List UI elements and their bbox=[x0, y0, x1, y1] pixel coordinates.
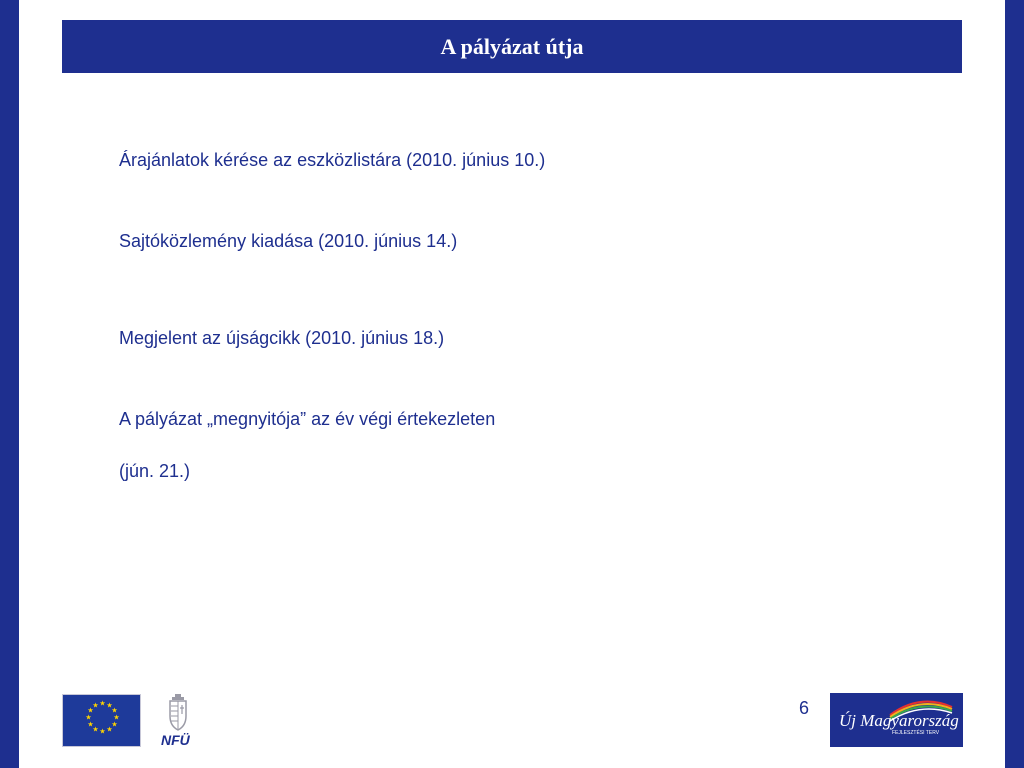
bullet-text-1: Árajánlatok kérése az eszközlistára (2010. június 10.) bbox=[119, 150, 546, 170]
svg-text:★: ★ bbox=[106, 725, 113, 734]
svg-text:★: ★ bbox=[113, 713, 120, 722]
svg-text:★: ★ bbox=[87, 720, 94, 729]
svg-text:★: ★ bbox=[111, 706, 118, 715]
svg-text:★: ★ bbox=[92, 725, 99, 734]
slide-title: A pályázat útja bbox=[440, 33, 584, 59]
svg-text:★: ★ bbox=[99, 699, 106, 708]
umft-logo-subtext: FEJLESZTÉSI TERV bbox=[892, 730, 940, 736]
page-number: 6 bbox=[799, 698, 810, 718]
bullet-text-3: Megjelent az újságcikk (2010. június 18.) bbox=[119, 328, 445, 348]
nfu-logo-text: NFÜ bbox=[161, 732, 190, 748]
svg-text:★: ★ bbox=[99, 727, 106, 736]
svg-text:★: ★ bbox=[85, 713, 92, 722]
svg-text:★: ★ bbox=[106, 701, 113, 710]
svg-text:★: ★ bbox=[87, 706, 94, 715]
nfu-logo bbox=[158, 692, 200, 750]
title-bar bbox=[62, 20, 962, 73]
bullet-text-2: Sajtóközlemény kiadása (2010. június 14.) bbox=[119, 231, 458, 251]
uj-magyarorszag-logo bbox=[830, 693, 963, 747]
bullet-text-4: A pályázat „megnyitója” az év végi értekezleten bbox=[119, 409, 496, 429]
left-border-bar bbox=[0, 0, 19, 768]
bullet-text-5: (jún. 21.) bbox=[119, 461, 191, 481]
svg-text:★: ★ bbox=[111, 720, 118, 729]
svg-text:★: ★ bbox=[92, 701, 99, 710]
umft-logo-text: Új Magyarország bbox=[839, 711, 959, 730]
right-border-bar bbox=[1005, 0, 1024, 768]
eu-flag-icon bbox=[62, 694, 141, 747]
